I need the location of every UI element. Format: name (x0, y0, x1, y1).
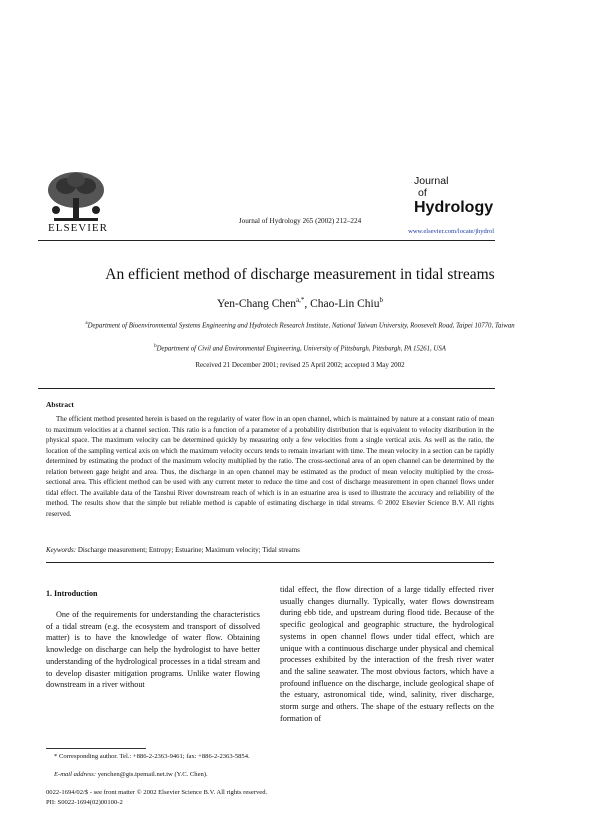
pii-line: PII: S0022-1694(02)00100-2 (46, 799, 123, 806)
section-heading: 1. Introduction (46, 589, 98, 598)
keywords-line (46, 546, 494, 554)
affiliation-text: Department of Bioenvironmental Systems Engineering and Hydrotech Research Institute, National Taiwan University, Roosevelt Road, Taipei 10770, Taiwan (87, 322, 515, 330)
article-title: An efficient method of discharge measurement in tidal streams (105, 266, 495, 283)
keywords-label: Keywords: (46, 546, 77, 554)
journal-logo-of: of (418, 186, 427, 199)
copyright-line: 0022-1694/02/$ - see front matter © 2002 Elsevier Science B.V. All rights reserved. (46, 789, 268, 796)
author-line (0, 296, 600, 310)
body-column-right: tidal effect, the flow direction of a large tidally effected river usually changes diurnally. Typically, water flows downstream during ebb tide, and upstream during flood tide. Because of the specific geological and geographic structure, the hydrological systems in open channel flows under tidal effect, which are unique with a continuous discharge under physical and chemical processes exhibited by the interaction of the fresh river water and the saline seawater. The most obvious factors, which have a profound influence on the discharge, include geological shape of the estuary, astronomical tide, wind, salinity, river discharge, storm surge and others. The shape of the estuary reflects on the formation of (280, 585, 494, 723)
affiliation-text: Department of Civil and Environmental Engineering, University of Pittsburgh, Pittsburgh, PA 15261, USA (156, 345, 446, 353)
affiliation-mark: b (154, 344, 157, 349)
journal-logo (414, 176, 504, 216)
journal-logo-name: Hydrology (414, 199, 494, 216)
journal-logo-word: Journal (414, 175, 449, 187)
author-affiliation-mark: a,* (296, 296, 305, 304)
affiliation-b (46, 344, 554, 354)
journal-citation: Journal of Hydrology 265 (2002) 212–224 (238, 217, 362, 225)
abstract-text: The efficient method presented herein is based on the regularity of water flow in an open channel, which is maintained by nature at a constant ratio of mean to maximum velocities at a channel section. This ratio is a function of a parameter of a probability distribution that is equivalent to velocity distribution in the physical space. The maximum velocity can be determined quickly by measuring only a few velocities from a single vertical axis. As well as the ratio, the location of the sampling vertical axis on which the maximum velocity occurs tends to remain invariant with time. The mean velocity in a section can be rapidly determined by estimating the product of the maximum velocity multiplied by the ratio. The cross-sectional area of an open channel can be determined by the relation between gage height and area. Thus, the discharge in an open channel may be estimated as the product of mean velocity multiplied by the cross-sectional area. This efficient method can be used with any current meter to reduce the time and cost of discharge measurement in open channel flows under tidal effect. The available data of the Tanshui River downstream reach of which is in an estuarine area is used to illustrate the accuracy and reliability of the method. The results show that the simple but reliable method is capable of estimating discharge in tidal streams. © 2002 Elsevier Science B.V. All rights reserved. (46, 415, 494, 518)
body-column-left: One of the requirements for understanding the characteristics of a tidal stream (e.g. the ecosystem and transport of dissolved matter) is to have the knowledge of water flow. Obtaining knowledge on discharge can help the hydrologist to have better understanding of the hydrological processes in a tidal stream and to develop disaster mitigation programs. Unlike water flowing downstream in a river without (46, 610, 260, 690)
publisher-name: ELSEVIER (48, 222, 108, 234)
elsevier-tree-logo (40, 168, 112, 224)
abstract-divider (38, 388, 495, 389)
abstract-heading: Abstract (46, 400, 74, 409)
keywords-list: Discharge measurement; Entropy; Estuarine; Maximum velocity; Tidal streams (76, 546, 300, 554)
author-name: Chao-Lin Chiu (310, 297, 380, 310)
email-address: yenchen@gis.tpemail.net.tw (Y.C. Chen). (96, 771, 208, 778)
header-divider (38, 240, 495, 241)
author-affiliation-mark: b (379, 296, 383, 304)
author-name: Yen-Chang Chen (217, 297, 297, 310)
affiliation-a (46, 321, 554, 331)
footnote-corresponding: * Corresponding author. Tel.: +886-2-2363-9461; fax: +886-2-2363-5854. (54, 753, 250, 760)
received-dates: Received 21 December 2001; revised 25 April 2002; accepted 3 May 2002 (195, 361, 405, 369)
email-label: E-mail address: (54, 771, 97, 778)
keywords-divider (46, 562, 494, 563)
footnote-divider (46, 748, 146, 749)
author-separator: , (304, 297, 311, 310)
journal-url-link[interactable]: www.elsevier.com/locate/jhydrol (408, 228, 494, 235)
footnote-email (46, 770, 260, 780)
affiliation-mark: a (85, 321, 88, 326)
